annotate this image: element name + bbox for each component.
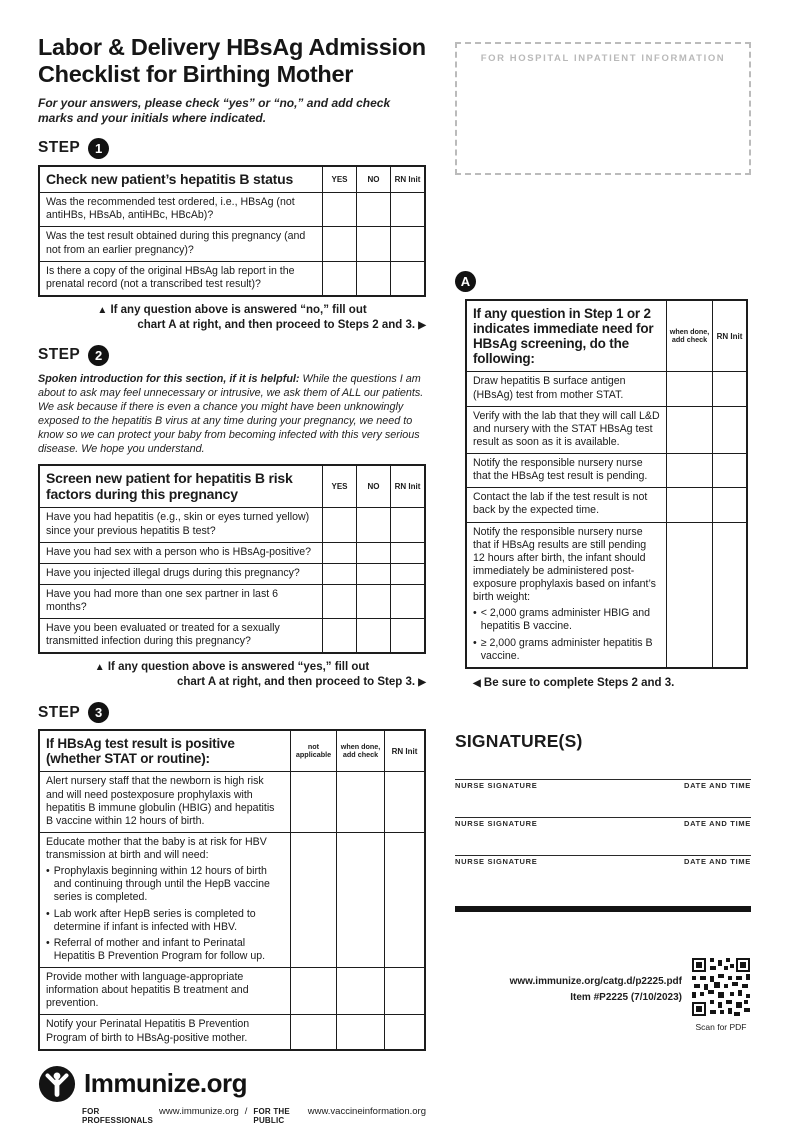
- table-row: [40, 1014, 424, 1048]
- rn-init-cell[interactable]: [712, 523, 746, 667]
- signatures-heading: SIGNATURE(S): [455, 730, 583, 751]
- question-text: Have you had hepatitis (e.g., skin or eyes turned yellow) since your previous hepatitis B test?: [46, 511, 310, 537]
- table-row: [40, 584, 424, 618]
- no-column-header: NO: [356, 167, 390, 193]
- task-text: Draw hepatitis B surface antigen (HBsAg) test from mother STAT.: [473, 375, 626, 401]
- yes-check-cell[interactable]: [322, 262, 356, 295]
- public-url: www.vaccineinformation.org: [307, 1105, 426, 1117]
- divider-bar: [455, 906, 751, 912]
- table-header-row: [467, 301, 746, 371]
- signature-row: [455, 779, 751, 790]
- step-1-label: STEP: [38, 139, 81, 157]
- left-column: [38, 34, 426, 1125]
- chart-a-table: [465, 299, 748, 669]
- rn-init-cell[interactable]: [390, 564, 424, 584]
- intro-body: While the questions I am about to ask may feel unnecessary or intrusive, we ask them of ALL our patients. We ask because if there is even a chance you might have been unknowingly exposed to the hepatitis B virus at any time during your pregnancy, we need to know so we can protect your baby from becoming infected with this very serious disease. We hope you understand.: [38, 372, 424, 456]
- signature-row: [455, 855, 751, 866]
- footer-left: [38, 1065, 426, 1125]
- step-2-table-title: Screen new patient for hepatitis B risk factors during this pregnancy: [46, 470, 293, 502]
- triangle-right-icon: ▶: [418, 319, 426, 331]
- step-1-table-title: Check new patient’s hepatitis B status: [46, 170, 294, 187]
- bullet-icon: •: [473, 636, 477, 649]
- triangle-up-icon: ▲: [94, 662, 105, 674]
- note-text: chart A at right, and then proceed to Step 3.: [176, 676, 416, 689]
- question-text: Have you injected illegal drugs during this pregnancy?: [46, 566, 300, 579]
- rn-init-cell[interactable]: [390, 619, 424, 652]
- when-done-cell[interactable]: [666, 407, 712, 453]
- rn-init-cell[interactable]: [384, 968, 424, 1014]
- task-text: Notify your Perinatal Hepatitis B Prevention Program of birth to HBsAg-positive mother.: [46, 1018, 250, 1044]
- step-1-table: [38, 165, 426, 297]
- rn-init-cell[interactable]: [384, 772, 424, 832]
- step-3-table-title: If HBsAg test result is positive (whether STAT or routine):: [46, 736, 235, 767]
- rn-init-cell[interactable]: [390, 585, 424, 618]
- not-applicable-cell[interactable]: [290, 772, 336, 832]
- immunize-logo-icon: [38, 1065, 76, 1103]
- step-2-intro: [38, 372, 426, 456]
- table-row: [40, 618, 424, 652]
- page-subtitle: For your answers, please check “yes” or “no,” and add check marks and your initials where indicated.: [38, 95, 391, 125]
- step-2-label: STEP: [38, 346, 81, 364]
- rn-init-cell[interactable]: [390, 262, 424, 295]
- rn-init-cell[interactable]: [712, 488, 746, 521]
- when-done-column-header: when done, add check: [336, 731, 384, 771]
- when-done-cell[interactable]: [336, 833, 384, 967]
- table-row: [40, 192, 424, 226]
- note-text: If any question above is answered “yes,” fill out: [107, 661, 370, 674]
- task-text: Provide mother with language-appropriate information about hepatitis B treatment and prevention.: [46, 971, 249, 1010]
- no-check-cell[interactable]: [356, 227, 390, 260]
- when-done-cell[interactable]: [336, 772, 384, 832]
- item-number: Item #P2225 (7/10/2023): [570, 991, 682, 1003]
- yes-check-cell[interactable]: [322, 193, 356, 226]
- question-text: Was the test result obtained during this pregnancy (and not from an earlier pregnancy)?: [46, 230, 306, 256]
- table-row: [467, 487, 746, 521]
- not-applicable-cell[interactable]: [290, 968, 336, 1014]
- rn-init-cell[interactable]: [390, 227, 424, 260]
- no-check-cell[interactable]: [356, 262, 390, 295]
- yes-column-header: YES: [322, 167, 356, 193]
- when-done-cell[interactable]: [666, 523, 712, 667]
- table-row: [40, 507, 424, 541]
- no-check-cell[interactable]: [356, 193, 390, 226]
- rn-init-cell[interactable]: [390, 508, 424, 541]
- intro-lead: Spoken introduction for this section, if it is helpful:: [38, 372, 300, 385]
- question-text: Have you been evaluated or treated for a sexually transmitted infection during this pregnancy?: [46, 622, 280, 648]
- rn-init-cell[interactable]: [390, 543, 424, 563]
- date-and-time-label: DATE AND TIME: [683, 818, 751, 828]
- triangle-left-icon: ◀: [473, 677, 481, 689]
- signature-row: [455, 817, 751, 828]
- not-applicable-column-header: not applicable: [290, 731, 336, 771]
- yes-check-cell[interactable]: [322, 564, 356, 584]
- pdf-url: www.immunize.org/catg.d/p2225.pdf: [509, 975, 682, 987]
- table-row: [467, 371, 746, 405]
- step-1-badge: 1: [88, 138, 109, 159]
- rn-init-column-header: RN Init: [712, 301, 746, 371]
- date-and-time-label: DATE AND TIME: [683, 856, 751, 866]
- triangle-up-icon: ▲: [97, 304, 108, 316]
- question-text: Is there a copy of the original HBsAg lab report in the prenatal record (not a transcribed test result)?: [46, 264, 295, 290]
- when-done-cell[interactable]: [336, 1015, 384, 1048]
- professionals-url: www.immunize.org: [159, 1105, 239, 1117]
- rn-init-column-header: RN Init: [384, 731, 424, 771]
- yes-column-header: YES: [322, 466, 356, 507]
- note-text: If any question above is answered “no,” fill out: [110, 303, 367, 316]
- question-text: Have you had sex with a person who is HBsAg-positive?: [46, 545, 311, 558]
- question-text: Have you had more than one sex partner in last 6 months?: [46, 587, 279, 614]
- signature-field[interactable]: [455, 817, 751, 818]
- yes-check-cell[interactable]: [322, 543, 356, 563]
- hospital-box-label: FOR HOSPITAL INPATIENT INFORMATION: [480, 53, 726, 64]
- when-done-cell[interactable]: [336, 968, 384, 1014]
- chart-a-badge: A: [455, 271, 476, 292]
- step-3-table: [38, 729, 426, 1050]
- no-check-cell[interactable]: [356, 585, 390, 618]
- hospital-inpatient-info-box[interactable]: [455, 42, 751, 175]
- rn-init-column-header: RN Init: [390, 167, 424, 193]
- rn-init-cell[interactable]: [384, 833, 424, 967]
- step-1-heading: [38, 138, 426, 159]
- step-1-note: [38, 303, 426, 333]
- signature-field[interactable]: [455, 779, 751, 780]
- task-text: Contact the lab if the test result is not back by the expected time.: [473, 491, 648, 517]
- step-2-heading: [38, 345, 426, 366]
- step-3-label: STEP: [38, 703, 81, 721]
- date-and-time-label: DATE AND TIME: [683, 780, 751, 790]
- table-row: [467, 453, 746, 487]
- rn-init-cell[interactable]: [390, 193, 424, 226]
- table-row: [40, 542, 424, 563]
- rn-init-cell[interactable]: [712, 454, 746, 487]
- step-2-badge: 2: [88, 345, 109, 366]
- task-text: Educate mother that the baby is at risk for HBV transmission at birth and will need: • Prophylaxis beginning within 12 hours of birth and continuing through until the HepB vaccine series is completed. • Lab work after HepB series is completed to determine if infant is infected with HBV. • Referral of mother and infant to Perinatal Hepatitis B Prevention Program for follow up.: [46, 835, 270, 962]
- when-done-column-header: when done, add check: [666, 301, 712, 371]
- step-2-note: [38, 660, 426, 690]
- no-check-cell[interactable]: [356, 543, 390, 563]
- table-row: [40, 226, 424, 260]
- not-applicable-cell[interactable]: [290, 833, 336, 967]
- rn-init-cell[interactable]: [712, 407, 746, 453]
- for-the-public-label: FOR THE PUBLIC: [253, 1106, 290, 1125]
- rn-init-cell[interactable]: [384, 1015, 424, 1048]
- table-row: [40, 771, 424, 832]
- yes-check-cell[interactable]: [322, 508, 356, 541]
- chart-a-table-title: If any question in Step 1 or 2 indicates immediate need for HBsAg screening, do the following:: [473, 306, 654, 367]
- step-3-heading: [38, 702, 426, 723]
- signature-field[interactable]: [455, 855, 751, 856]
- chart-a-note: [473, 677, 751, 689]
- triangle-right-icon: ▶: [418, 677, 426, 689]
- bullet-icon: •: [473, 607, 477, 620]
- step-3-badge: 3: [88, 702, 109, 723]
- table-row: [40, 261, 424, 295]
- yes-check-cell[interactable]: [322, 585, 356, 618]
- no-column-header: NO: [356, 466, 390, 507]
- yes-check-cell[interactable]: [322, 227, 356, 260]
- no-check-cell[interactable]: [356, 508, 390, 541]
- task-text: Verify with the lab that they will call L&D and nursery with the STAT HBsAg test result as soon as it is available.: [473, 409, 660, 448]
- bullet-icon: •: [46, 865, 50, 878]
- note-text: Be sure to complete Steps 2 and 3.: [483, 676, 675, 689]
- when-done-cell[interactable]: [666, 372, 712, 405]
- bullet-icon: •: [46, 907, 50, 920]
- separator: /: [244, 1105, 248, 1117]
- nurse-signature-label: NURSE SIGNATURE: [455, 818, 538, 828]
- logo-text: Immunize.org: [84, 1068, 248, 1099]
- scan-for-pdf-label: Scan for PDF: [695, 1021, 747, 1032]
- table-row: [40, 832, 424, 967]
- when-done-cell[interactable]: [666, 454, 712, 487]
- no-check-cell[interactable]: [356, 619, 390, 652]
- task-text: Notify the responsible nursery nurse that if HBsAg results are still pending 12 hours after birth, the infant should immediately be administered post-exposure prophylaxis based on infant’s birth weight: • < 2,000 grams administer HBIG and hepatitis B vaccine. • ≥ 2,000 grams administer hepatitis B vaccine.: [473, 525, 656, 662]
- table-header-row: [40, 466, 424, 507]
- table-row: [467, 522, 746, 667]
- table-row: [467, 406, 746, 453]
- when-done-cell[interactable]: [666, 488, 712, 521]
- step-2-table: [38, 464, 426, 654]
- no-check-cell[interactable]: [356, 564, 390, 584]
- bullet-icon: •: [46, 936, 50, 949]
- task-text: Notify the responsible nursery nurse that the HBsAg test result is pending.: [473, 457, 648, 483]
- table-header-row: [40, 167, 424, 193]
- qr-code: [692, 958, 750, 1016]
- note-text: chart A at right, and then proceed to Steps 2 and 3.: [137, 318, 416, 331]
- table-row: [40, 967, 424, 1014]
- rn-init-cell[interactable]: [712, 372, 746, 405]
- page-title: Labor & Delivery HBsAg Admission Checklist for Birthing Mother: [38, 34, 426, 87]
- table-row: [40, 563, 424, 584]
- table-header-row: [40, 731, 424, 771]
- footer-right: [455, 958, 751, 1032]
- nurse-signature-label: NURSE SIGNATURE: [455, 856, 538, 866]
- not-applicable-cell[interactable]: [290, 1015, 336, 1048]
- right-column: [455, 42, 751, 1032]
- nurse-signature-label: NURSE SIGNATURE: [455, 780, 538, 790]
- task-text: Alert nursery staff that the newborn is high risk and will need postexposure prophylaxis with hepatitis B immune globulin (HBIG) and hepatitis B vaccine within 12 hours of birth.: [46, 775, 275, 827]
- question-text: Was the recommended test ordered, i.e., HBsAg (not antiHBs, HBsAb, antiHBc, HBcAb)?: [46, 196, 295, 222]
- rn-init-column-header: RN Init: [390, 466, 424, 507]
- for-professionals-label: FOR PROFESSIONALS: [82, 1106, 154, 1125]
- yes-check-cell[interactable]: [322, 619, 356, 652]
